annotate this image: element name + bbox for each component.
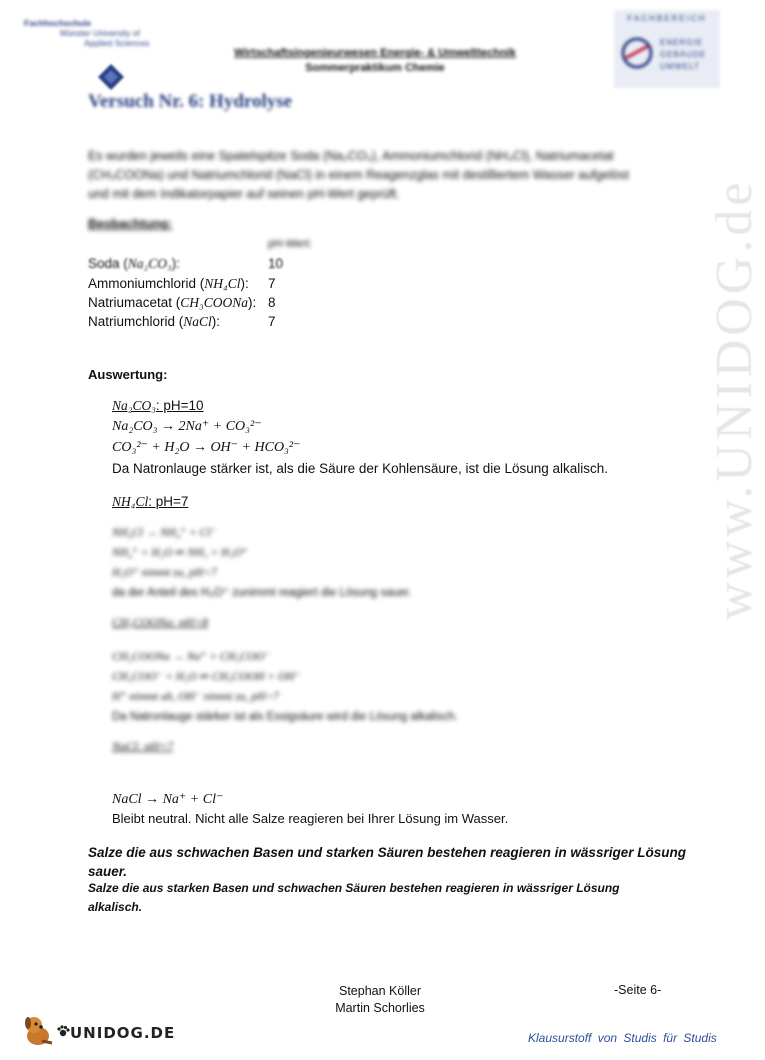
intro-line-1: Es wurden jeweils eine Spatelspitze Soda (Na₂CO₃), Ammoniumchlorid (NH₄Cl), Natriumacetat xyxy=(88,149,614,163)
ch3coona-details xyxy=(112,647,458,727)
university-line-2: Münster University of xyxy=(60,28,140,38)
conclusion-2-line-a: Salze die aus starken Basen und schwachen Säuren bestehen reagieren in wässriger Lösung xyxy=(88,881,620,895)
ph-column-header: pH-Wert: xyxy=(268,238,312,250)
ch3coona-explanation: Da Natronlauge stärker ist als Essigsäure wird die Lösung alkalisch. xyxy=(112,711,458,723)
nh4cl-line-3: H₃O⁺ nimmt zu, pH<7 xyxy=(112,567,217,579)
row-value: 8 xyxy=(268,295,276,310)
observation-row xyxy=(88,293,388,312)
dept-line-1: FACHBEREICH xyxy=(627,14,707,23)
dept-line-2: ENERGIE xyxy=(660,38,704,47)
row-label: Soda ( xyxy=(88,256,128,271)
conclusion-2-line-b: alkalisch. xyxy=(88,900,143,914)
intro-paragraph xyxy=(88,147,678,204)
nh4cl-ph: : pH=7 xyxy=(148,494,189,509)
row-label: Natriumacetat ( xyxy=(88,295,181,310)
dog-mascot-icon xyxy=(22,1014,56,1048)
nh4cl-heading xyxy=(112,492,188,511)
dept-line-3: GEBÄUDE xyxy=(660,50,707,59)
nh4cl-equation-1: NH₄Cl → NH₄⁺ + Cl⁻ xyxy=(112,527,217,539)
course-line-1: Wirtschaftsingenieurwesen Energie- & Umwelttechnik xyxy=(234,47,516,59)
conclusion-1 xyxy=(88,843,688,881)
row-formula: NH₄Cl xyxy=(204,276,241,291)
nacl-equation-1: NaCl → Na⁺ + Cl⁻ xyxy=(112,792,224,807)
unidog-logo[interactable] xyxy=(22,1014,176,1050)
ch3coona-heading: CH₃COONa: pH=8 xyxy=(112,615,208,629)
row-suffix: ): xyxy=(240,276,249,291)
row-value: 10 xyxy=(268,256,284,271)
footer-authors xyxy=(300,983,460,1017)
row-label: Natriumchlorid ( xyxy=(88,314,184,329)
page-title: Versuch Nr. 6: Hydrolyse xyxy=(88,91,293,112)
na2co3-equation-2: CO₃²⁻ + H₂O → OH⁻ + HCO₃²⁻ xyxy=(112,440,301,455)
watermark: www.UNIDOG.de xyxy=(706,178,763,620)
ch3coona-equation-2: CH₃COO⁻ + H₂O ⇌ CH₃COOH + OH⁻ xyxy=(112,671,301,683)
nacl-heading: NaCl: pH=7 xyxy=(112,739,174,753)
observation-heading: Beobachtung: xyxy=(88,217,173,231)
slogan: Klausurstoff von Studis für Studis xyxy=(528,1031,717,1045)
paw-icon xyxy=(56,1024,70,1038)
nh4cl-details xyxy=(112,523,412,603)
na2co3-formula: Na₂CO₃ xyxy=(112,398,156,413)
row-formula: NaCl xyxy=(183,314,212,329)
dept-emblem-icon xyxy=(620,36,654,70)
university-line-3: Applied Sciences xyxy=(84,38,150,48)
course-line-2: Sommerpraktikum Chemie xyxy=(305,62,445,74)
author-1: Stephan Köller xyxy=(338,984,421,998)
ch3coona-equation-1: CH₃COONa → Na⁺ + CH₃COO⁻ xyxy=(112,651,271,663)
dept-line-4: UMWELT xyxy=(660,62,701,71)
row-label: Ammoniumchlorid ( xyxy=(88,276,205,291)
na2co3-heading xyxy=(112,396,204,415)
row-formula: CH₃COONa xyxy=(180,295,248,310)
nh4cl-explanation: da der Anteil des H₃O⁺ zunimmt reagiert die Lösung sauer. xyxy=(112,587,412,599)
row-formula: Na₂CO₃ xyxy=(127,256,172,271)
conclusion-1-line-b: sauer. xyxy=(88,864,128,879)
logo-text: UNIDOG.DE xyxy=(70,1024,176,1042)
na2co3-explanation: Da Natronlauge stärker ist, als die Säure der Kohlensäure, ist die Lösung alkalisch. xyxy=(112,461,609,476)
observation-row xyxy=(88,312,388,331)
row-suffix: ): xyxy=(211,314,221,329)
page-number: -Seite 6- xyxy=(614,983,662,997)
na2co3-equation-1: Na₂CO₃ → 2Na⁺ + CO₃²⁻ xyxy=(112,419,262,434)
row-value: 7 xyxy=(268,314,276,329)
course-header xyxy=(195,46,555,76)
intro-line-2: (CH₃COONa) und Natriumchlorid (NaCl) in einem Reagenzglas mit destilliertem Wasser aufgelöst xyxy=(88,168,629,182)
conclusion-2 xyxy=(88,879,688,917)
department-logo xyxy=(614,10,720,88)
university-logo xyxy=(24,18,194,48)
observation-row xyxy=(88,254,388,273)
intro-line-3: und mit dem Indikatorpapier auf seinen pH-Wert geprüft. xyxy=(88,187,400,201)
row-suffix: ): xyxy=(248,295,257,310)
nh4cl-formula: NH₄Cl xyxy=(112,494,149,509)
university-emblem-icon xyxy=(96,62,126,92)
university-line-1: Fachhochschule xyxy=(24,18,92,28)
nacl-explanation: Bleibt neutral. Nicht alle Salze reagieren bei Ihrer Lösung im Wasser. xyxy=(112,811,509,826)
conclusion-1-line-a: Salze die aus schwachen Basen und starken Säuren bestehen reagieren in wässriger Lösung xyxy=(88,845,686,860)
na2co3-ph: : pH=10 xyxy=(155,398,204,413)
ch3coona-line-3: H⁺ nimmt ab, OH⁻ nimmt zu, pH>7 xyxy=(112,691,279,703)
evaluation-heading: Auswertung: xyxy=(88,367,168,382)
row-value: 7 xyxy=(268,276,276,291)
author-2: Martin Schorlies xyxy=(335,1001,425,1015)
observation-row xyxy=(88,274,388,293)
row-suffix: ): xyxy=(171,256,180,271)
nh4cl-equation-2: NH₄⁺ + H₂O ⇌ NH₃ + H₃O⁺ xyxy=(112,547,248,559)
